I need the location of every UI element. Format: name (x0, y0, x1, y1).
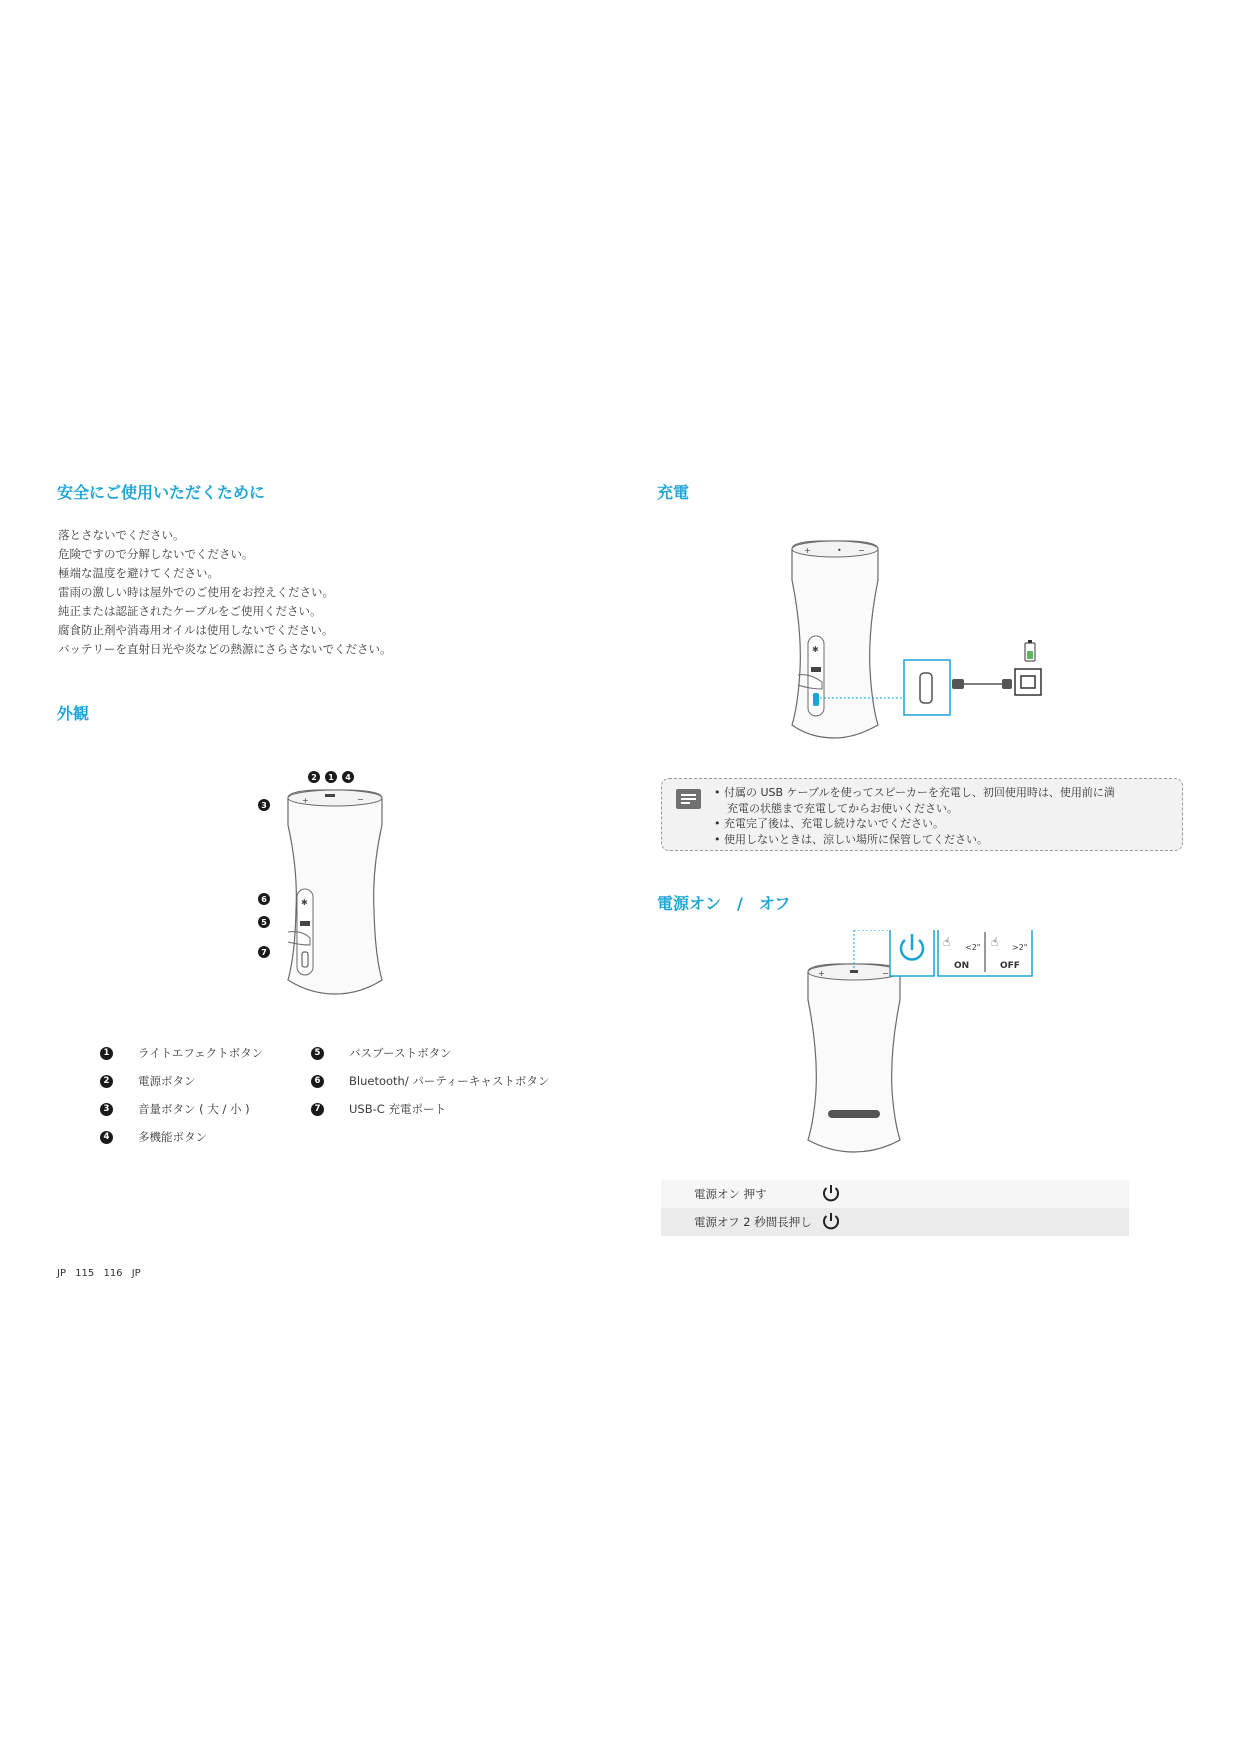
safety-item: 雷雨の激しい時は屋外でのご使用をお控えください。 (58, 585, 334, 599)
part-label: Bluetooth/ パーティーキャストボタン (349, 1074, 550, 1088)
part-item (311, 1073, 549, 1089)
short-press-label: <2" (965, 943, 981, 952)
part-number: 7 (311, 1103, 324, 1116)
page-number-left: 115 (75, 1268, 95, 1279)
part-item (100, 1101, 250, 1117)
part-item (100, 1129, 207, 1145)
safety-title: 安全にご使用いただくために (57, 483, 266, 502)
power-row-off (661, 1208, 1129, 1236)
charging-note-box (661, 778, 1183, 851)
note-icon (676, 789, 701, 809)
charging-illustration (780, 535, 1060, 740)
svg-text:+: + (302, 796, 309, 805)
part-label: バスブーストボタン (349, 1046, 452, 1060)
svg-text:+: + (804, 546, 811, 555)
part-label: 多機能ボタン (138, 1130, 207, 1144)
part-item (100, 1045, 263, 1061)
part-number: 6 (311, 1075, 324, 1088)
safety-item: 純正または認証されたケーブルをご使用ください。 (58, 604, 322, 618)
part-label: USB-C 充電ポート (349, 1102, 446, 1116)
callout-1: 1 (325, 771, 337, 783)
callout-3: 3 (258, 799, 270, 811)
safety-item: 危険ですので分解しないでください。 (58, 547, 254, 561)
part-number: 4 (100, 1131, 113, 1144)
part-number: 3 (100, 1103, 113, 1116)
charging-notes (714, 785, 1115, 847)
power-icon (821, 1211, 841, 1234)
power-title: 電源オン / オフ (657, 894, 791, 913)
power-icon (821, 1183, 841, 1206)
power-row-label: 電源オフ 2 秒間長押し (694, 1215, 812, 1229)
safety-item: 極端な温度を避けてください。 (58, 566, 219, 580)
part-item (100, 1073, 196, 1089)
note-line: • 使用しないときは、涼しい場所に保管してください。 (714, 832, 988, 846)
svg-text:−: − (858, 546, 865, 555)
footer-lang: JP (57, 1268, 66, 1279)
on-label: ON (954, 961, 970, 971)
part-item (311, 1101, 446, 1117)
callout-6: 6 (258, 893, 270, 905)
power-row-label: 電源オン 押す (694, 1187, 767, 1201)
svg-text:−: − (357, 795, 364, 804)
long-press-label: >2" (1012, 943, 1028, 952)
speaker-appearance-illustration (280, 780, 400, 995)
svg-text:−: − (882, 969, 889, 978)
part-number: 5 (311, 1047, 324, 1060)
svg-text:✱: ✱ (812, 645, 819, 654)
callout-7: 7 (258, 946, 270, 958)
safety-item: バッテリーを直射日光や炎などの熱源にさらさないでください。 (58, 642, 392, 656)
note-line: • 充電完了後は、充電し続けないでください。 (714, 817, 944, 830)
callout-4: 4 (342, 771, 354, 783)
footer-lang: JP (131, 1268, 141, 1279)
callout-2: 2 (308, 771, 320, 783)
safety-item: 落とさないでください。 (58, 528, 185, 542)
off-label: OFF (1000, 961, 1020, 971)
svg-text:+: + (818, 969, 825, 978)
svg-text:☝: ☝ (943, 935, 951, 949)
appearance-title: 外観 (57, 704, 90, 723)
power-row-on (661, 1180, 1129, 1208)
page-footer (57, 1268, 147, 1279)
part-label: 電源ボタン (138, 1074, 196, 1088)
svg-text:☝: ☝ (991, 935, 999, 949)
note-line: • 付属の USB ケーブルを使ってスピーカーを充電し、初回使用時は、使用前に満 (714, 786, 1115, 799)
svg-text:•: • (837, 546, 842, 555)
note-line: 充電の状態まで充電してからお使いください。 (727, 801, 958, 815)
callout-5: 5 (258, 916, 270, 928)
safety-list (58, 526, 392, 659)
safety-item: 腐食防止剤や消毒用オイルは使用しないでください。 (58, 623, 334, 637)
charging-title: 充電 (657, 483, 690, 502)
part-number: 1 (100, 1047, 113, 1060)
power-table (661, 1180, 1129, 1236)
part-label: ライトエフェクトボタン (138, 1046, 264, 1060)
part-number: 2 (100, 1075, 113, 1088)
page-number-right: 116 (103, 1268, 123, 1279)
part-item (311, 1045, 452, 1061)
svg-text:✱: ✱ (301, 898, 308, 907)
part-label: 音量ボタン ( 大 / 小 ) (138, 1102, 250, 1116)
